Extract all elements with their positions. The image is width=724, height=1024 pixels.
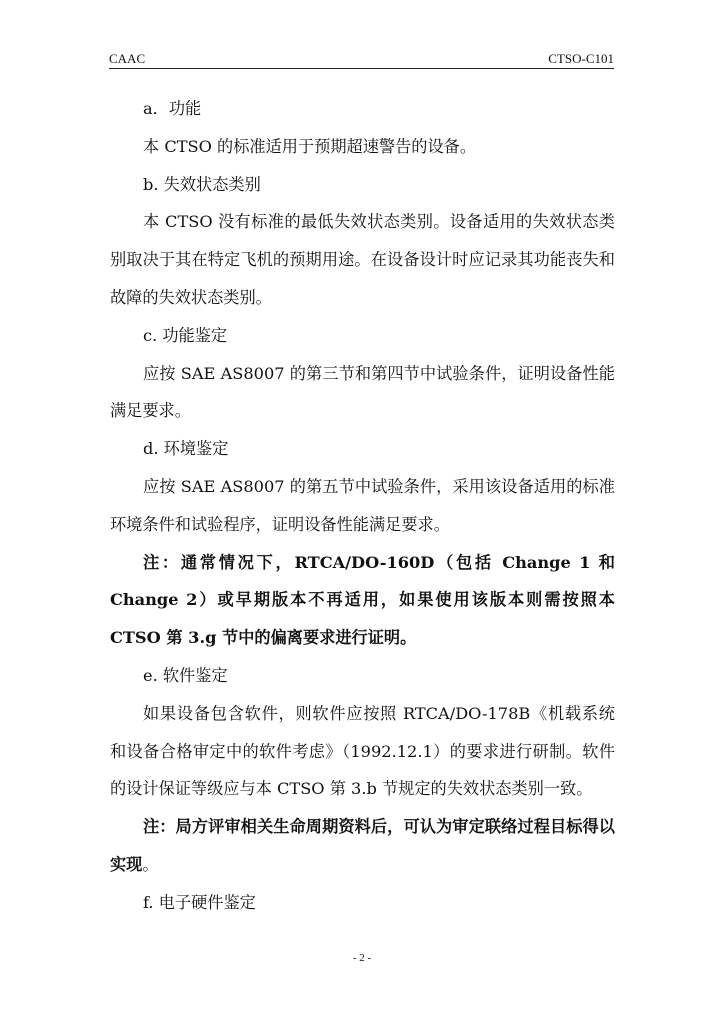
header-organization: CAAC xyxy=(109,51,146,66)
section-e-note-text: 注：局方评审相关生命周期资料后，可认为审定联络过程目标得以实现 xyxy=(110,817,615,874)
section-b-paragraph: 本 CTSO 没有标准的最低失效状态类别。设备适用的失效状态类别取决于其在特定飞机的预期用途。在设备设计时应记录其功能丧失和故障的失效状态类别。 xyxy=(110,212,615,307)
section-c-paragraph: 应按 SAE AS8007 的第三节和第四节中试验条件，证明设备性能满足要求。 xyxy=(110,363,615,421)
document-body xyxy=(110,90,615,922)
section-e-note xyxy=(110,808,615,884)
section-d-note: 注：通常情况下，RTCA/DO-160D（包括 Change 1 和 Change 2）或早期版本不再适用，如果使用该版本则需按照本 CTSO 第 3.g 节中的偏离要求进行证明。 xyxy=(110,552,615,648)
page-header xyxy=(109,50,614,69)
section-a-paragraph: 本 CTSO 的标准适用于预期超速警告的设备。 xyxy=(143,136,477,156)
section-c-heading: c. 功能鉴定 xyxy=(143,325,228,345)
header-document-id: CTSO-C101 xyxy=(548,51,614,66)
section-e-heading: e. 软件鉴定 xyxy=(143,665,228,685)
page-number: - 2 - xyxy=(352,952,372,964)
section-f-heading: f. 电子硬件鉴定 xyxy=(143,892,256,912)
section-d-paragraph: 应按 SAE AS8007 的第五节中试验条件，采用该设备适用的标准环境条件和试验程序，证明设备性能满足要求。 xyxy=(110,476,615,534)
section-a-heading: a．功能 xyxy=(143,99,202,118)
section-e-note-tail: 。 xyxy=(142,854,159,874)
section-b-heading: b. 失效状态类别 xyxy=(143,174,261,194)
section-e-paragraph: 如果设备包含软件，则软件应按照 RTCA/DO-178B《机载系统和设备合格审定中的软件考虑》（1992.12.1）的要求进行研制。软件的设计保证等级应与本 CTSO 第 3.b 节规定的失效状态类别一致。 xyxy=(110,703,615,799)
section-d-heading: d. 环境鉴定 xyxy=(143,439,229,459)
